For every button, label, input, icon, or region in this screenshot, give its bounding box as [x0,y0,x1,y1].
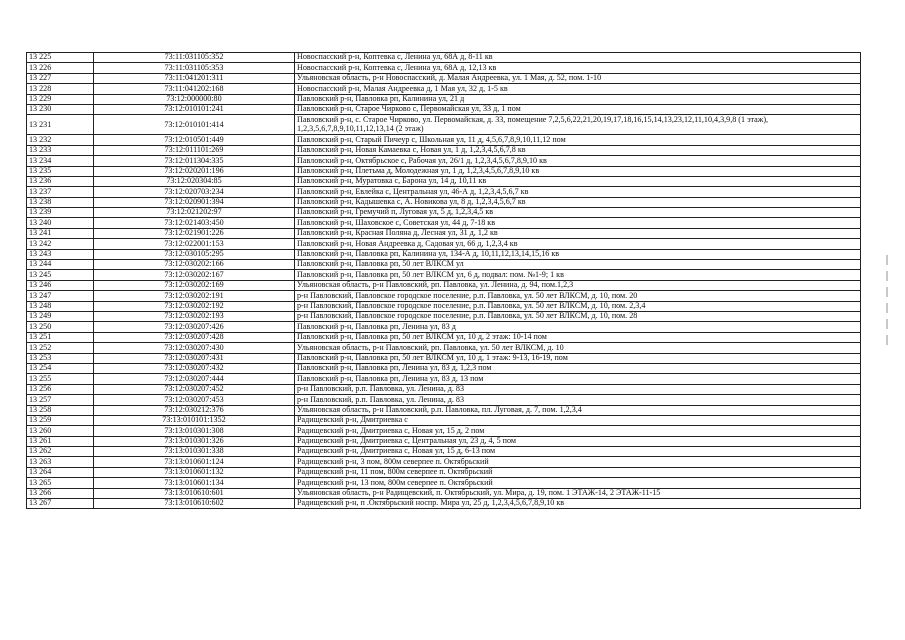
table-row [27,405,861,415]
table-row [27,218,861,228]
table-row [27,270,861,280]
cadastral-number: 73:13:010301:308 [94,426,295,436]
row-number: 13 242 [27,239,94,249]
row-number: 13 243 [27,249,94,259]
table-row [27,280,861,290]
address-cell: Новоспасский р-н, Малая Андреевка д, 1 Мая ул, 32 д, 1-5 кв [295,84,861,94]
address-cell: Радищевский р-н, Дмитриевка с, Новая ул, 15 д, 2 пом [295,426,861,436]
table-row [27,353,861,363]
table-row [27,166,861,176]
cadastral-number: 73:13:010301:326 [94,436,295,446]
cadastral-number: 73:11:031105:353 [94,63,295,73]
address-cell: Павловский р-н, Павловка рп, Ленина ул, 83 д, 1,2,3 пом [295,363,861,373]
row-number: 13 239 [27,208,94,218]
cadastral-number: 73:12:022001:153 [94,239,295,249]
row-number: 13 260 [27,426,94,436]
cadastral-number: 73:12:030212:376 [94,405,295,415]
margin-scan-marks [882,255,892,365]
table-row [27,249,861,259]
row-number: 13 261 [27,436,94,446]
address-cell: Павловский р-н, Павловка рп, 50 лет ВЛКСМ ул, 10 д, 1 этаж: 9-13, 16-19, пом [295,353,861,363]
table-row [27,426,861,436]
table-row [27,311,861,321]
row-number: 13 231 [27,115,94,135]
table-row [27,145,861,155]
row-number: 13 233 [27,145,94,155]
cadastral-number: 73:11:041202:168 [94,84,295,94]
registry-body [27,53,861,509]
table-row [27,499,861,509]
table-row [27,467,861,477]
address-cell: Павловский р-н, Павловка рп, Калинина ул, 21 д [295,94,861,104]
table-row [27,156,861,166]
address-cell: Павловский р-н, Евлейка с, Центральная ул, 46-А д, 1,2,3,4,5,6,7 кв [295,187,861,197]
cadastral-number: 73:12:021901:226 [94,228,295,238]
table-row [27,115,861,135]
address-cell: Радищевский р-н, Дмитриевка с [295,415,861,425]
row-number: 13 262 [27,447,94,457]
cadastral-number: 73:12:020304:85 [94,176,295,186]
table-row [27,239,861,249]
address-cell: Радищевский р-н, Дмитриевка с, Новая ул, 15 д, 6-13 пом [295,447,861,457]
table-row [27,363,861,373]
table-row [27,94,861,104]
table-row [27,488,861,498]
address-cell: Радищевский р-н, Дмитриевка с, Центральная ул, 23 д, 4, 5 пом [295,436,861,446]
row-number: 13 246 [27,280,94,290]
address-cell: Павловский р-н, Павловка рп, 50 лет ВЛКСМ ул [295,260,861,270]
registry-table [26,52,861,509]
table-row [27,135,861,145]
table-row [27,447,861,457]
row-number: 13 263 [27,457,94,467]
cadastral-number: 73:12:020201:196 [94,166,295,176]
address-cell: Павловский р-н, Павловка рп, Ленина ул, 83 д [295,322,861,332]
cadastral-number: 73:13:010601:124 [94,457,295,467]
table-row [27,84,861,94]
row-number: 13 247 [27,291,94,301]
cadastral-number: 73:13:010301:338 [94,447,295,457]
row-number: 13 254 [27,363,94,373]
row-number: 13 229 [27,94,94,104]
cadastral-number: 73:12:000000:80 [94,94,295,104]
address-cell: р-н Павловский, р.п. Павловка, ул. Ленина, д. 83 [295,384,861,394]
address-cell: р-н Павловский, р.п. Павловка, ул. Ленина, д. 83 [295,395,861,405]
cadastral-number: 73:12:030207:426 [94,322,295,332]
row-number: 13 257 [27,395,94,405]
row-number: 13 236 [27,176,94,186]
cadastral-number: 73:11:041201:311 [94,73,295,83]
address-cell: Павловский р-н, Плетьма д, Молодежная ул, 1 д, 1,2,3,4,5,6,7,8,9,10 кв [295,166,861,176]
table-row [27,187,861,197]
table-row [27,457,861,467]
address-cell: р-н Павловский, Павловское городское поселение, р.п. Павловка, ул. 50 лет ВЛКСМ, д. 10, пом. 28 [295,311,861,321]
row-number: 13 258 [27,405,94,415]
row-number: 13 267 [27,499,94,509]
table-row [27,53,861,63]
cadastral-number: 73:13:010601:132 [94,467,295,477]
cadastral-number: 73:12:030207:452 [94,384,295,394]
registry-sheet [26,52,861,509]
margin-mark [886,287,888,297]
address-cell: р-н Павловский, Павловское городское поселение, р.п. Павловка, ул. 50 лет ВЛКСМ, д. 10, пом. 2,3,4 [295,301,861,311]
address-cell: Павловский р-н, Павловка рп, 50 лет ВЛКСМ ул, 6 д, подвал: пом. №1-9; 1 кв [295,270,861,280]
table-row [27,73,861,83]
address-cell: Радищевский р-н, 11 пом, 800м северпее п. Октябрьский [295,467,861,477]
margin-mark [886,255,888,265]
row-number: 13 241 [27,228,94,238]
address-cell: Павловский р-н, Муратовка с, Барона ул, 14 д, 10,11 кв [295,176,861,186]
row-number: 13 255 [27,374,94,384]
address-cell: Ульяновская область, р-н Новоспасский, д. Малая Андреевка, ул. 1 Мая, д. 52, пом. 1-10 [295,73,861,83]
cadastral-number: 73:12:030105:295 [94,249,295,259]
cadastral-number: 73:12:030207:430 [94,343,295,353]
row-number: 13 230 [27,104,94,114]
address-cell: Павловский р-н, Новая Камаевка с, Новая ул, 1 д, 1,2,3,4,5,6,7,8 кв [295,145,861,155]
cadastral-number: 73:12:030202:191 [94,291,295,301]
address-cell: Павловский р-н, Кадышевка с, А. Новикова ул, 8 д, 1,2,3,4,5,6,7 кв [295,197,861,207]
address-cell: Павловский р-н, Павловка рп, 50 лет ВЛКСМ ул, 10 д, 2 этаж: 10-14 пом [295,332,861,342]
row-number: 13 256 [27,384,94,394]
row-number: 13 225 [27,53,94,63]
cadastral-number: 73:12:020901:394 [94,197,295,207]
cadastral-number: 73:12:030202:169 [94,280,295,290]
row-number: 13 238 [27,197,94,207]
cadastral-number: 73:12:030207:444 [94,374,295,384]
row-number: 13 227 [27,73,94,83]
table-row [27,343,861,353]
cadastral-number: 73:12:030207:453 [94,395,295,405]
cadastral-number: 73:12:030207:432 [94,363,295,373]
address-cell: Павловский р-н, Шаховское с, Советская ул, 44 д, 7-18 кв [295,218,861,228]
address-cell: Радищевский р-н, 3 пом, 800м северпее п. Октябрьский [295,457,861,467]
table-row [27,384,861,394]
cadastral-number: 73:12:010101:241 [94,104,295,114]
address-cell: Новоспасский р-н, Коптевка с, Ленина ул, 68А д, 12,13 кв [295,63,861,73]
table-row [27,374,861,384]
row-number: 13 253 [27,353,94,363]
row-number: 13 245 [27,270,94,280]
address-cell: р-н Павловский, Павловское городское поселение, р.п. Павловка, ул. 50 лет ВЛКСМ, д. 10, пом. 20 [295,291,861,301]
address-cell: Павловский р-н, Октябрьское с, Рабочая ул, 26/1 д, 1,2,3,4,5,6,7,8,9,10 кв [295,156,861,166]
table-row [27,322,861,332]
table-row [27,395,861,405]
cadastral-number: 73:12:030202:193 [94,311,295,321]
row-number: 13 249 [27,311,94,321]
row-number: 13 237 [27,187,94,197]
margin-mark [886,319,888,329]
table-row [27,436,861,446]
table-row [27,301,861,311]
cadastral-number: 73:12:010501:449 [94,135,295,145]
cadastral-number: 73:12:021403:450 [94,218,295,228]
address-cell: Павловский р-н, Павловка рп, Калинина ул, 134-А д, 10,11,12,13,14,15,16 кв [295,249,861,259]
row-number: 13 240 [27,218,94,228]
address-cell: Ульяновская область, р-н Павловский, рп. Павловка, ул. 50 лет ВЛКСМ, д. 10 [295,343,861,353]
address-cell: Ульяновская область, р-н Павловский, р.п. Павловка, пл. Луговая, д. 7, пом. 1,2,3,4 [295,405,861,415]
address-cell: Павловский р-н, Гремучий п, Луговая ул, 5 д, 1,2,3,4,5 кв [295,208,861,218]
row-number: 13 226 [27,63,94,73]
cadastral-number: 73:12:021202:97 [94,208,295,218]
cadastral-number: 73:11:031105:352 [94,53,295,63]
cadastral-number: 73:13:010610:602 [94,499,295,509]
row-number: 13 234 [27,156,94,166]
address-cell: Павловский р-н, Старый Пичеур с, Школьная ул, 11 д, 4,5,6,7,8,9,10,11,12 пом [295,135,861,145]
address-cell: Павловский р-н, с. Старое Чирково, ул. Первомайская, д. 33, помещение 7,2,5,6,22,21,20,19,17,18,16,15,14,13,23,12,11,10,4,3,9,8 (1 этаж), 1,2,3,5,6,7,8,9,10,11,12,13,14 (2 этаж) [295,115,861,135]
row-number: 13 251 [27,332,94,342]
row-number: 13 235 [27,166,94,176]
cadastral-number: 73:12:020703:234 [94,187,295,197]
table-row [27,104,861,114]
margin-mark [886,271,888,281]
row-number: 13 244 [27,260,94,270]
table-row [27,478,861,488]
address-cell: Павловский р-н, Старое Чирково с, Первомайская ул, 33 д, 1 пом [295,104,861,114]
cadastral-number: 73:13:010101:1352 [94,415,295,425]
table-row [27,63,861,73]
cadastral-number: 73:13:010601:134 [94,478,295,488]
cadastral-number: 73:12:011304:335 [94,156,295,166]
cadastral-number: 73:12:030202:166 [94,260,295,270]
row-number: 13 252 [27,343,94,353]
address-cell: Новоспасский р-н, Коптевка с, Ленина ул, 68А д, 8-11 кв [295,53,861,63]
margin-mark [886,335,888,345]
address-cell: Радищевский р-н, п .Октябрьский носпр. Мира ул, 25 д, 1,2,3,4,5,6,7,8,9,10 кв [295,499,861,509]
address-cell: Ульяновская область, р-н Радищевский, п. Октябрьский, ул. Мира, д. 19, пом. 1 ЭТАЖ-14, 2 ЭТАЖ-11-15 [295,488,861,498]
cadastral-number: 73:13:010610:601 [94,488,295,498]
margin-mark [886,303,888,313]
cadastral-number: 73:12:010101:414 [94,115,295,135]
address-cell: Ульяновская область, р-н Павловский, рп. Павловка, ул. Ленина, д. 94, пом.1,2,3 [295,280,861,290]
row-number: 13 259 [27,415,94,425]
cadastral-number: 73:12:011101:269 [94,145,295,155]
cadastral-number: 73:12:030207:428 [94,332,295,342]
cadastral-number: 73:12:030202:192 [94,301,295,311]
table-row [27,228,861,238]
table-row [27,197,861,207]
table-row [27,291,861,301]
row-number: 13 264 [27,467,94,477]
row-number: 13 232 [27,135,94,145]
table-row [27,176,861,186]
address-cell: Павловский р-н, Павловка рп, Ленина ул, 83 д, 13 пом [295,374,861,384]
table-row [27,332,861,342]
row-number: 13 250 [27,322,94,332]
cadastral-number: 73:12:030207:431 [94,353,295,363]
table-row [27,415,861,425]
address-cell: Павловский р-н, Новая Андреевка д, Садовая ул, 66 д, 1,2,3,4 кв [295,239,861,249]
row-number: 13 228 [27,84,94,94]
table-row [27,260,861,270]
address-cell: Радищевский р-н, 13 пом, 800м северпее п. Октябрьский [295,478,861,488]
cadastral-number: 73:12:030202:167 [94,270,295,280]
row-number: 13 248 [27,301,94,311]
table-row [27,208,861,218]
address-cell: Павловский р-н, Красная Поляна д, Лесная ул, 31 д, 1,2 кв [295,228,861,238]
row-number: 13 266 [27,488,94,498]
row-number: 13 265 [27,478,94,488]
